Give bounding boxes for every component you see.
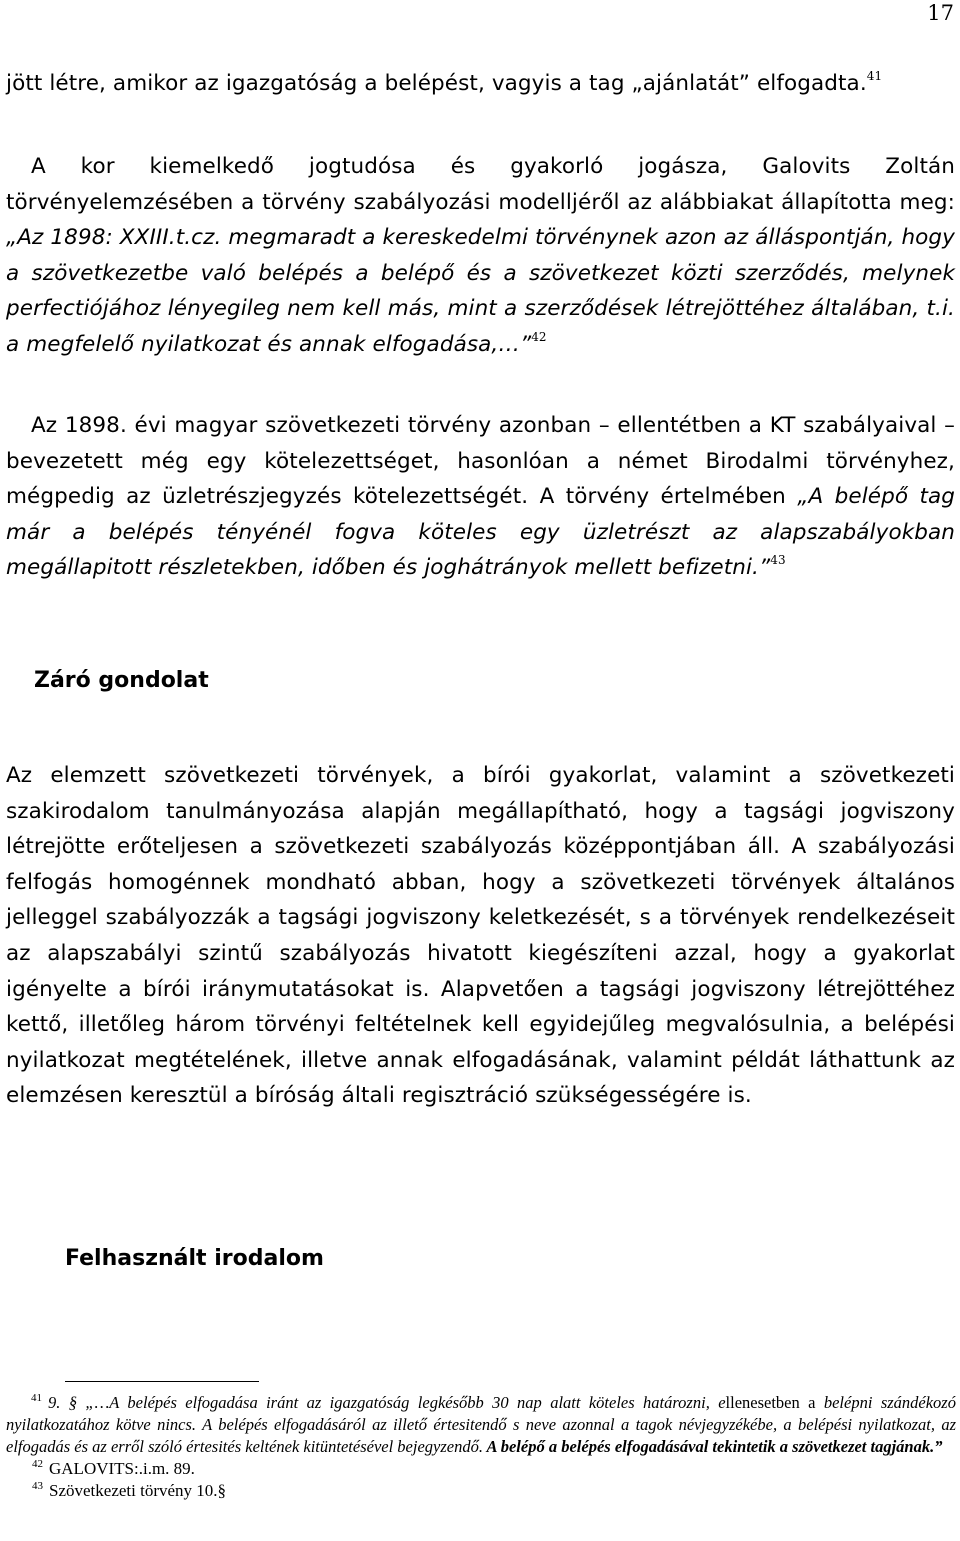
page-number: 17 — [927, 1, 954, 25]
footnote-41: $^{41}$ 9. § „…A belépés elfogadása iránt az igazgatóság legkésőbb 30 nap alatt köteles határozni, ellenesetben a belépni szándékozó nyilatkozatához kötve nincs. A belépés elfogadásáról az illető értesitendő s neve azonnal a tagok névjegyzékébe, a belépési nyilatkozat, az elfogadás és az erről szóló értesités keltének kitüntetésével bejegyzendő. A belépő a belépés elfogadásával tekintetik a szövetkezet tagjának.” — [6, 1392, 956, 1456]
body-block-1 — [6, 66, 955, 102]
footnote-number: 42 — [32, 1458, 43, 1470]
footnote-separator — [65, 1381, 259, 1382]
paragraph-text: jött létre, amikor az igazgatóság a belépést, vagyis a tag „ajánlatát” elfogadta. — [6, 71, 867, 96]
footnote-number: 43 — [32, 1480, 43, 1492]
galovits-quote: „Az 1898: XXIII.t.cz. megmaradt a kereskedelmi törvénynek azon az álláspontján, hogy a szövetkezetbe való belépés a belépő és a szövetkezet közti szerződés, melynek perfectiójához lényegileg nem kell más, mint a szerződések létrejöttéhez általában, t.i. a megfelelő nyilatkozat és annak elfogadása,…” — [6, 225, 955, 357]
footnote-number: 41 — [31, 1392, 42, 1404]
paragraph-text: Az elemzett szövetkezeti törvények, a bírói gyakorlat, valamint a szövetkezeti szakirodalom tanulmányozása alapján megállapítható, hogy a tagsági jogviszony létrejötte erőteljesen a szövetkezeti szabályozás középpontjában áll. A szabályozási felfogás homogénnek mondható abban, hogy a szövetkezeti törvények általános jelleggel szabályozzák a tagsági jogviszony keletkezését, s a törvények rendelkezéseit az alapszabályi szintű szabályozás hivatott kiegészíteni azzal, hogy a gyakorlat igényelte a bírói iránymutatásokat is. Alapvetően a tagsági jogviszony létrejöttéhez kettő, illetőleg három törvényi feltételnek kell egyidejűleg megvalósulnia, a belépési nyilatkozat megtételének, illetve annak elfogadásának, valamint példát láthattunk az elemzésen keresztül a bíróság általi regisztráció szükségességére is. — [6, 763, 955, 1109]
footnote-42: $^{42}$ GALOVITS:.i.m. 89. — [32, 1458, 195, 1478]
section-heading-literature: Felhasznált irodalom — [65, 1246, 324, 1271]
footnote-ref-43[interactable]: 43 — [770, 553, 786, 568]
footnotes — [6, 1392, 956, 1502]
paragraph-text: Az 1898. évi magyar szövetkezeti törvény azonban – ellentétben a KT szabályaival – bevezetett még egy kötelezettséget, hasonlóan a német Birodalmi törvényhez, mégpedig az üzletrészjegyzés kötelezettségét. A törvény értelmében — [6, 413, 955, 510]
body-block-2 — [6, 149, 955, 363]
body-block-3 — [6, 408, 955, 586]
footnote-ref-42[interactable]: 42 — [531, 329, 547, 344]
closing-paragraph — [6, 758, 955, 1114]
section-heading-closing: Záró gondolat — [34, 668, 209, 693]
paragraph-text: A kor kiemelkedő jogtudósa és gyakorló jogásza, Galovits Zoltán törvényelemzésében a törvény szabályozási modelljéről az alábbiakat állapította meg: — [6, 154, 955, 215]
footnote-ref-41[interactable]: 41 — [866, 69, 883, 83]
law-quote: „A belépő tag már a belépés tényénél fogva köteles egy üzletrészt az alapszabályokban megállapitott részletekben, időben és joghátrányok mellett befizetni.” — [6, 484, 955, 581]
footnote-43: $^{43}$ Szövetkezeti törvény 10.§ — [32, 1480, 227, 1500]
